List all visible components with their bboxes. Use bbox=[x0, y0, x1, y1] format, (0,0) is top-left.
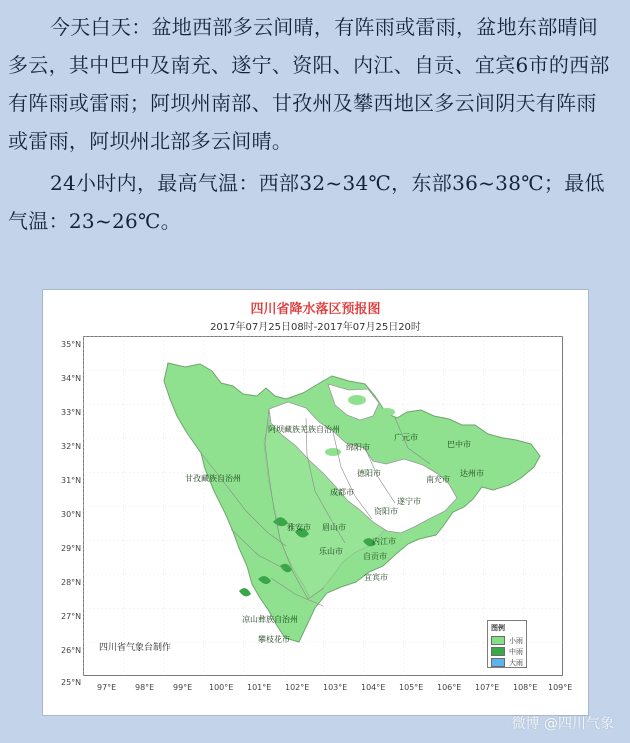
legend-title: 图例 bbox=[491, 624, 505, 632]
city-label-neijiang: 内江市 bbox=[372, 537, 396, 546]
rain-patch bbox=[348, 395, 366, 405]
lon-label: 108°E bbox=[513, 683, 538, 692]
lon-label: 105°E bbox=[399, 683, 424, 692]
lon-label: 103°E bbox=[323, 683, 348, 692]
legend-swatch-moderate-rain bbox=[491, 647, 505, 656]
city-label-nanchong: 南充市 bbox=[426, 475, 450, 484]
legend-swatch-light-rain bbox=[491, 636, 505, 645]
lat-label: 35°N bbox=[61, 340, 82, 349]
legend-swatch-heavy-rain bbox=[491, 658, 505, 667]
lon-label: 100°E bbox=[209, 683, 234, 692]
rain-patch bbox=[496, 460, 516, 472]
lon-label: 106°E bbox=[437, 683, 462, 692]
city-label-deyang: 德阳市 bbox=[357, 469, 381, 478]
forecast-paragraph-temperature: 24小时内，最高气温：西部32~34℃，东部36~38℃；最低气温：23~26℃。 bbox=[8, 171, 605, 233]
weibo-watermark: 微博 @四川气象 bbox=[511, 716, 614, 732]
lat-label: 34°N bbox=[61, 374, 82, 383]
city-label-suining: 遂宁市 bbox=[397, 497, 421, 506]
lon-label: 97°E bbox=[97, 683, 117, 692]
legend-label-heavy-rain: 大雨 bbox=[509, 658, 523, 667]
map-subtitle: 2017年07月25日08时-2017年07月25日20时 bbox=[210, 322, 421, 333]
legend-label-light-rain: 小雨 bbox=[509, 636, 523, 645]
lon-label: 101°E bbox=[247, 683, 272, 692]
map-source: 四川省气象台制作 bbox=[99, 643, 172, 653]
city-label-bazhong: 巴中市 bbox=[447, 440, 471, 449]
city-label-ganzi: 甘孜藏族自治州 bbox=[185, 474, 241, 483]
city-label-zigong: 自贡市 bbox=[363, 552, 387, 561]
city-label-mianyang: 绵阳市 bbox=[346, 443, 370, 452]
city-label-guangyuan: 广元市 bbox=[394, 433, 418, 442]
forecast-article bbox=[8, 8, 612, 240]
lon-label: 99°E bbox=[173, 683, 193, 692]
legend-item-light-rain bbox=[491, 635, 523, 646]
rain-patch bbox=[379, 408, 395, 416]
city-label-ziyang: 资阳市 bbox=[374, 507, 398, 516]
lat-label: 32°N bbox=[61, 442, 82, 451]
lat-label: 33°N bbox=[61, 408, 82, 417]
forecast-paragraph-daytime: 今天白天：盆地西部多云间晴，有阵雨或雷雨，盆地东部晴间多云，其中巴中及南充、遂宁、资阳、内江、自贡、宜宾6市的西部有阵雨或雷雨；阿坝州南部、甘孜州及攀西地区多云间阴天有阵雨或雷雨，阿坝州北部多云间晴。 bbox=[8, 15, 610, 153]
lon-label: 102°E bbox=[285, 683, 310, 692]
lat-label: 30°N bbox=[61, 510, 82, 519]
city-label-aba: 阿坝藏族羌族自治州 bbox=[268, 425, 340, 434]
city-label-liangshan: 凉山彝族自治州 bbox=[242, 615, 298, 624]
city-label-dazhou: 达州市 bbox=[460, 469, 484, 478]
lat-label: 27°N bbox=[61, 612, 82, 621]
legend-item-moderate-rain bbox=[491, 646, 523, 657]
city-label-yibin: 宜宾市 bbox=[364, 573, 388, 582]
city-label-meishan: 眉山市 bbox=[322, 523, 346, 532]
city-label-chengdu: 成都市 bbox=[330, 488, 354, 497]
lon-label: 107°E bbox=[475, 683, 500, 692]
lon-label: 109°E bbox=[548, 683, 573, 692]
lon-label: 98°E bbox=[135, 683, 155, 692]
legend-item-heavy-rain bbox=[491, 657, 523, 668]
map-legend bbox=[487, 620, 527, 668]
city-label-leshan: 乐山市 bbox=[319, 547, 343, 556]
lat-label: 28°N bbox=[61, 578, 82, 587]
rain-forecast-map-card bbox=[42, 289, 589, 716]
lon-label: 104°E bbox=[361, 683, 386, 692]
lat-label: 31°N bbox=[61, 476, 82, 485]
city-label-yaan: 雅安市 bbox=[287, 523, 311, 532]
lat-label: 29°N bbox=[61, 544, 82, 553]
city-label-panzhihua: 攀枝花市 bbox=[258, 635, 290, 644]
lat-label: 26°N bbox=[61, 646, 82, 655]
rain-patch bbox=[325, 448, 341, 456]
lat-label: 25°N bbox=[61, 678, 82, 687]
map-title: 四川省降水落区预报图 bbox=[250, 302, 381, 317]
legend-label-moderate-rain: 中雨 bbox=[509, 647, 523, 656]
